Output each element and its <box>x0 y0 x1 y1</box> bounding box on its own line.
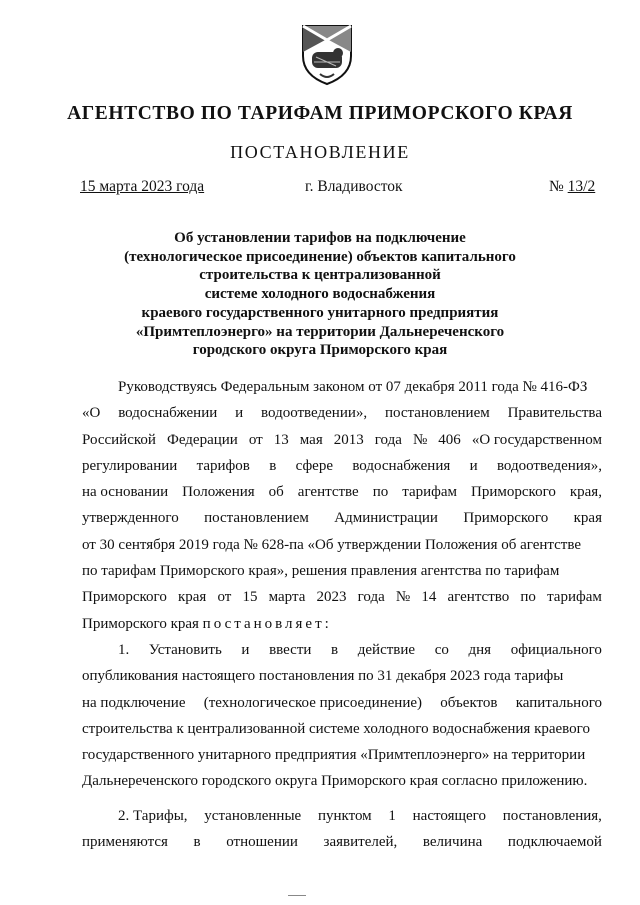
resolves-word: постановляет: <box>202 615 332 632</box>
word: на подключение <box>82 694 186 711</box>
p1-line-6 <box>82 505 602 531</box>
item2-line-1 <box>82 803 602 829</box>
word: водоснабжения <box>352 457 451 474</box>
word: 14 <box>421 589 437 606</box>
document-number <box>549 178 595 196</box>
word: постановления, <box>502 807 602 824</box>
word: края <box>177 589 207 606</box>
p1-line-9 <box>82 584 602 610</box>
word: 13 <box>273 431 289 448</box>
word: постановлением <box>204 510 309 527</box>
word: 2023 <box>316 589 347 606</box>
word: капитального <box>515 694 602 711</box>
p1-line-5 <box>82 479 602 505</box>
item1-line-4: строительства к централизованной системе холодного водоснабжения краевого <box>82 720 590 737</box>
item1-line-6: Дальнереченского городского округа Приморского края согласно приложению. <box>82 773 588 790</box>
title-line: «Примтеплоэнерго» на территории Дальнереченского <box>135 323 505 340</box>
word: 1. <box>118 641 130 658</box>
word: величина <box>422 834 483 851</box>
word: сфере <box>295 457 333 474</box>
word: Установить <box>148 641 222 658</box>
word: в <box>331 641 339 658</box>
word: № <box>412 431 428 448</box>
document-title <box>60 229 580 360</box>
item1-line-1 <box>82 637 602 663</box>
word: настоящего <box>412 807 486 824</box>
word: Федерации <box>166 431 238 448</box>
word: агентство <box>447 589 510 606</box>
p1-line-7: от 30 сентября 2019 года № 628-па «Об утверждении Положения об агентстве <box>82 536 582 553</box>
word: в <box>269 457 277 474</box>
number-prefix: № <box>549 178 564 195</box>
title-line: краевого государственного унитарного предприятия <box>141 304 499 321</box>
p1-line-2 <box>82 400 602 426</box>
word: пунктом <box>317 807 372 824</box>
title-line: городского округа Приморского края <box>192 342 448 359</box>
word: регулировании <box>82 457 178 474</box>
word: дня <box>468 641 492 658</box>
title-line: строительства к централизованной <box>199 267 441 284</box>
number-value: 13/2 <box>567 178 596 195</box>
agency-name: АГЕНТСТВО ПО ТАРИФАМ ПРИМОРСКОГО КРАЯ <box>67 103 573 124</box>
item1-line-5: государственного унитарного предприятия «Примтеплоэнерго» на территории <box>82 747 586 764</box>
word: от <box>248 431 263 448</box>
word: на основании <box>82 484 169 501</box>
word: по <box>520 589 536 606</box>
word: ввести <box>269 641 312 658</box>
word: в <box>193 834 201 851</box>
word: по <box>372 484 389 501</box>
word: применяются <box>82 834 168 851</box>
item1-line-2: опубликования настоящего постановления по 31 декабря 2023 года тарифы <box>82 668 564 685</box>
word: объектов <box>440 694 498 711</box>
word: постановлением <box>385 405 490 422</box>
word: утвержденного <box>82 510 179 527</box>
document-type: ПОСТАНОВЛЕНИЕ <box>230 142 410 162</box>
word: водоснабжении <box>118 405 218 422</box>
item1-line-3 <box>82 690 602 716</box>
word: Приморского <box>471 484 556 501</box>
word: об <box>268 484 284 501</box>
coat-of-arms-icon <box>300 22 354 86</box>
word: и <box>469 457 478 474</box>
word: марта <box>268 589 306 606</box>
word: «О <box>82 405 101 422</box>
title-line: Об установлении тарифов на подключение <box>174 230 466 246</box>
word: Приморского <box>82 589 167 606</box>
word: водоотведении», <box>261 405 368 422</box>
word: и <box>235 405 244 422</box>
page-mark <box>288 895 306 896</box>
word: и <box>241 641 250 658</box>
word: от <box>217 589 232 606</box>
document-body <box>82 374 602 855</box>
word: агентстве <box>297 484 359 501</box>
word: года <box>357 589 385 606</box>
word: со <box>434 641 449 658</box>
word: заявителей, <box>323 834 398 851</box>
p1-line-10 <box>82 611 602 637</box>
word: подключаемой <box>507 834 602 851</box>
word: водоотведения», <box>496 457 602 474</box>
word: тарифам <box>547 589 602 606</box>
word: 2. Тарифы, <box>118 807 188 824</box>
word: 2013 <box>333 431 364 448</box>
word: 406 <box>438 431 461 448</box>
title-line: системе холодного водоснабжения <box>204 286 436 303</box>
p1-line-8: по тарифам Приморского края», решения правления агентства по тарифам <box>82 563 560 580</box>
word: тарифам <box>402 484 458 501</box>
word: Приморского <box>463 510 549 527</box>
title-line: (технологическое присоединение) объектов капитального <box>124 248 516 265</box>
word: 15 <box>242 589 258 606</box>
word: года <box>374 431 402 448</box>
word: края, <box>569 484 602 501</box>
word: тарифов <box>196 457 250 474</box>
document-city: г. Владивосток <box>305 178 403 195</box>
p1-line-4 <box>82 453 602 479</box>
word: установленные <box>204 807 302 824</box>
word: отношении <box>226 834 298 851</box>
word: Российской <box>82 431 156 448</box>
word: Правительства <box>507 405 602 422</box>
word: официального <box>510 641 602 658</box>
word: мая <box>299 431 323 448</box>
word: края <box>573 510 602 527</box>
p1-line-10-text: Приморского края <box>82 615 199 632</box>
word: 1 <box>388 807 396 824</box>
word: Положения <box>182 484 255 501</box>
document-date: 15 марта 2023 года <box>80 178 205 195</box>
word: «О государственном <box>471 431 602 448</box>
word: (технологическое присоединение) <box>203 694 423 711</box>
p1-line-3 <box>82 427 602 453</box>
word: действие <box>357 641 416 658</box>
item2-line-2 <box>82 829 602 855</box>
word: № <box>395 589 411 606</box>
word: Администрации <box>334 510 438 527</box>
p1-line-1: Руководствуясь Федеральным законом от 07 декабря 2011 года № 416-ФЗ <box>118 379 588 395</box>
